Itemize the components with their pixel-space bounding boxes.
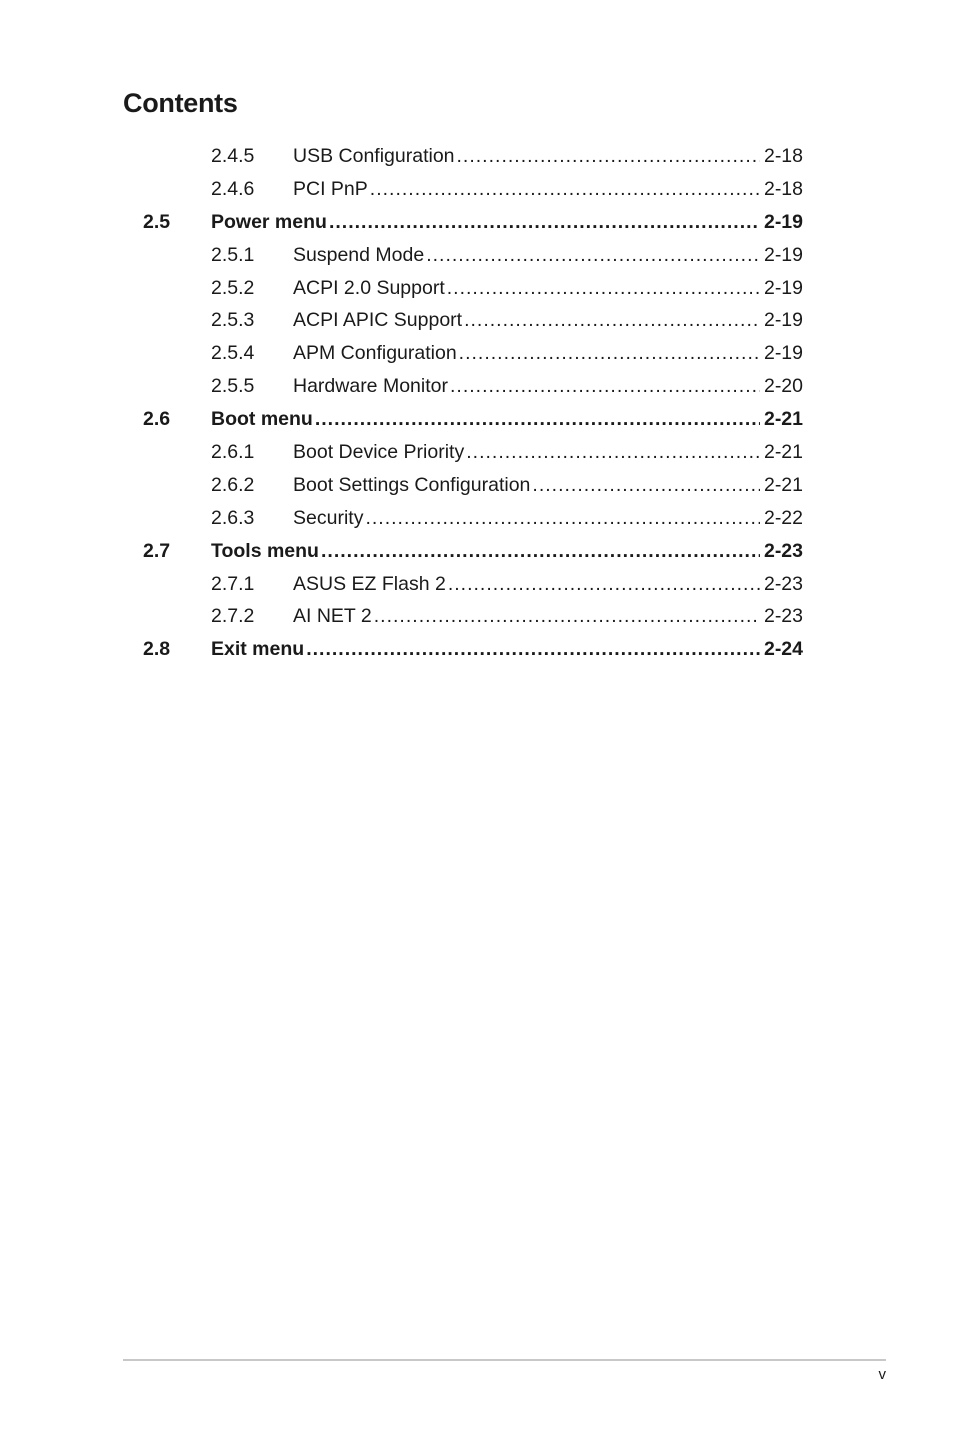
- toc-entry-leader: [293, 140, 803, 173]
- toc-section-entry[interactable]: [0, 206, 954, 239]
- dot-leader: [457, 140, 760, 173]
- toc-subsection-entry[interactable]: [0, 304, 954, 337]
- toc-section-entry[interactable]: [0, 535, 954, 568]
- toc-entry-number: 2.5.4: [211, 342, 255, 365]
- toc-entry-number: 2.5.3: [211, 309, 255, 332]
- toc-subsection-entry[interactable]: [0, 239, 954, 272]
- toc-section-entry[interactable]: [0, 403, 954, 436]
- toc-entry-leader: [293, 370, 803, 403]
- toc-entry-number: 2.6.2: [211, 473, 255, 496]
- toc-entry-leader: [293, 568, 803, 601]
- toc-subsection-entry[interactable]: [0, 173, 954, 206]
- toc-subsection-entry[interactable]: [0, 370, 954, 403]
- toc-entry-number: 2.6: [143, 408, 171, 431]
- toc-entry-number: 2.7.1: [211, 572, 255, 595]
- toc-entry-title: Boot menu: [211, 408, 313, 431]
- footer-page-number: v: [878, 1366, 886, 1383]
- toc-entry-leader: [211, 403, 803, 436]
- toc-entry-number: 2.5: [143, 210, 171, 233]
- dot-leader: [466, 436, 760, 469]
- dot-leader: [459, 337, 760, 370]
- table-of-contents: [0, 140, 954, 666]
- dot-leader: [329, 206, 760, 239]
- toc-entry-title: USB Configuration: [293, 145, 455, 167]
- toc-entry-title: Hardware Monitor: [293, 375, 448, 398]
- toc-entry-title: PCI PnP: [293, 177, 368, 200]
- toc-entry-page: 2-18: [763, 177, 803, 200]
- dot-leader: [448, 568, 760, 601]
- toc-subsection-entry[interactable]: [0, 272, 954, 305]
- toc-entry-title: Boot Device Priority: [293, 441, 465, 464]
- dot-leader: [370, 173, 760, 206]
- toc-entry-number: 2.5.2: [211, 276, 255, 299]
- dot-leader: [306, 633, 760, 666]
- toc-entry-title: ACPI APIC Support: [293, 309, 463, 332]
- toc-entry-title: ASUS EZ Flash 2: [293, 572, 446, 595]
- toc-entry-title: ACPI 2.0 Support: [293, 276, 445, 299]
- toc-entry-leader: [293, 239, 803, 272]
- toc-entry-leader: [293, 272, 803, 305]
- toc-entry-leader: [293, 502, 803, 535]
- toc-entry-page: 2-21: [763, 441, 803, 464]
- toc-entry-title: Security: [293, 506, 364, 529]
- toc-subsection-entry[interactable]: [0, 140, 954, 173]
- toc-entry-number: 2.6.1: [211, 441, 255, 464]
- dot-leader: [464, 304, 760, 337]
- toc-entry-leader: [293, 469, 803, 502]
- toc-entry-leader: [211, 535, 803, 568]
- toc-entry-page: 2-21: [763, 473, 803, 496]
- toc-entry-title: Suspend Mode: [293, 243, 425, 266]
- toc-section-entry[interactable]: [0, 633, 954, 666]
- toc-entry-number: 2.8: [143, 638, 171, 661]
- toc-entry-leader: [293, 173, 803, 206]
- toc-entry-title: AI NET 2: [293, 605, 372, 628]
- dot-leader: [315, 403, 760, 436]
- dot-leader: [365, 502, 760, 535]
- toc-entry-leader: [293, 600, 803, 633]
- toc-entry-number: 2.4.6: [211, 177, 255, 200]
- toc-entry-leader: [293, 337, 803, 370]
- toc-subsection-entry[interactable]: [0, 337, 954, 370]
- toc-subsection-entry[interactable]: [0, 600, 954, 633]
- toc-entry-page: 2-23: [763, 539, 803, 562]
- dot-leader: [532, 469, 760, 502]
- toc-entry-page: 2-20: [763, 375, 803, 398]
- toc-entry-leader: [211, 633, 803, 666]
- toc-entry-title: Tools menu: [211, 539, 319, 562]
- toc-entry-number: 2.7.2: [211, 605, 255, 628]
- dot-leader: [426, 239, 760, 272]
- toc-subsection-entry[interactable]: [0, 568, 954, 601]
- toc-entry-number: 2.5.1: [211, 243, 255, 266]
- toc-entry-page: 2-23: [763, 605, 803, 628]
- toc-entry-page: 2-19: [763, 210, 803, 233]
- toc-entry-leader: [293, 436, 803, 469]
- toc-entry-title: Exit menu: [211, 638, 305, 661]
- toc-entry-number: 2.6.3: [211, 506, 255, 529]
- toc-entry-number: 2.7: [143, 539, 171, 562]
- toc-subsection-entry[interactable]: [0, 469, 954, 502]
- dot-leader: [321, 535, 760, 568]
- toc-entry-number: 2.4.5: [211, 145, 255, 167]
- toc-entry-leader: [211, 206, 803, 239]
- page-title: Contents: [123, 88, 238, 118]
- toc-entry-leader: [293, 304, 803, 337]
- toc-entry-title: Boot Settings Configuration: [293, 473, 531, 496]
- footer-divider: [123, 1359, 886, 1361]
- toc-entry-page: 2-18: [763, 145, 803, 167]
- toc-entry-page: 2-19: [763, 342, 803, 365]
- toc-entry-page: 2-22: [763, 506, 803, 529]
- toc-entry-page: 2-19: [763, 309, 803, 332]
- dot-leader: [447, 272, 760, 305]
- toc-entry-page: 2-19: [763, 276, 803, 299]
- toc-entry-number: 2.5.5: [211, 375, 255, 398]
- toc-subsection-entry[interactable]: [0, 436, 954, 469]
- toc-subsection-entry[interactable]: [0, 502, 954, 535]
- toc-entry-page: 2-21: [763, 408, 803, 431]
- dot-leader: [374, 600, 760, 633]
- toc-entry-page: 2-24: [763, 638, 803, 661]
- toc-entry-title: Power menu: [211, 210, 327, 233]
- dot-leader: [450, 370, 760, 403]
- toc-entry-page: 2-23: [763, 572, 803, 595]
- toc-entry-title: APM Configuration: [293, 342, 457, 365]
- toc-entry-page: 2-19: [763, 243, 803, 266]
